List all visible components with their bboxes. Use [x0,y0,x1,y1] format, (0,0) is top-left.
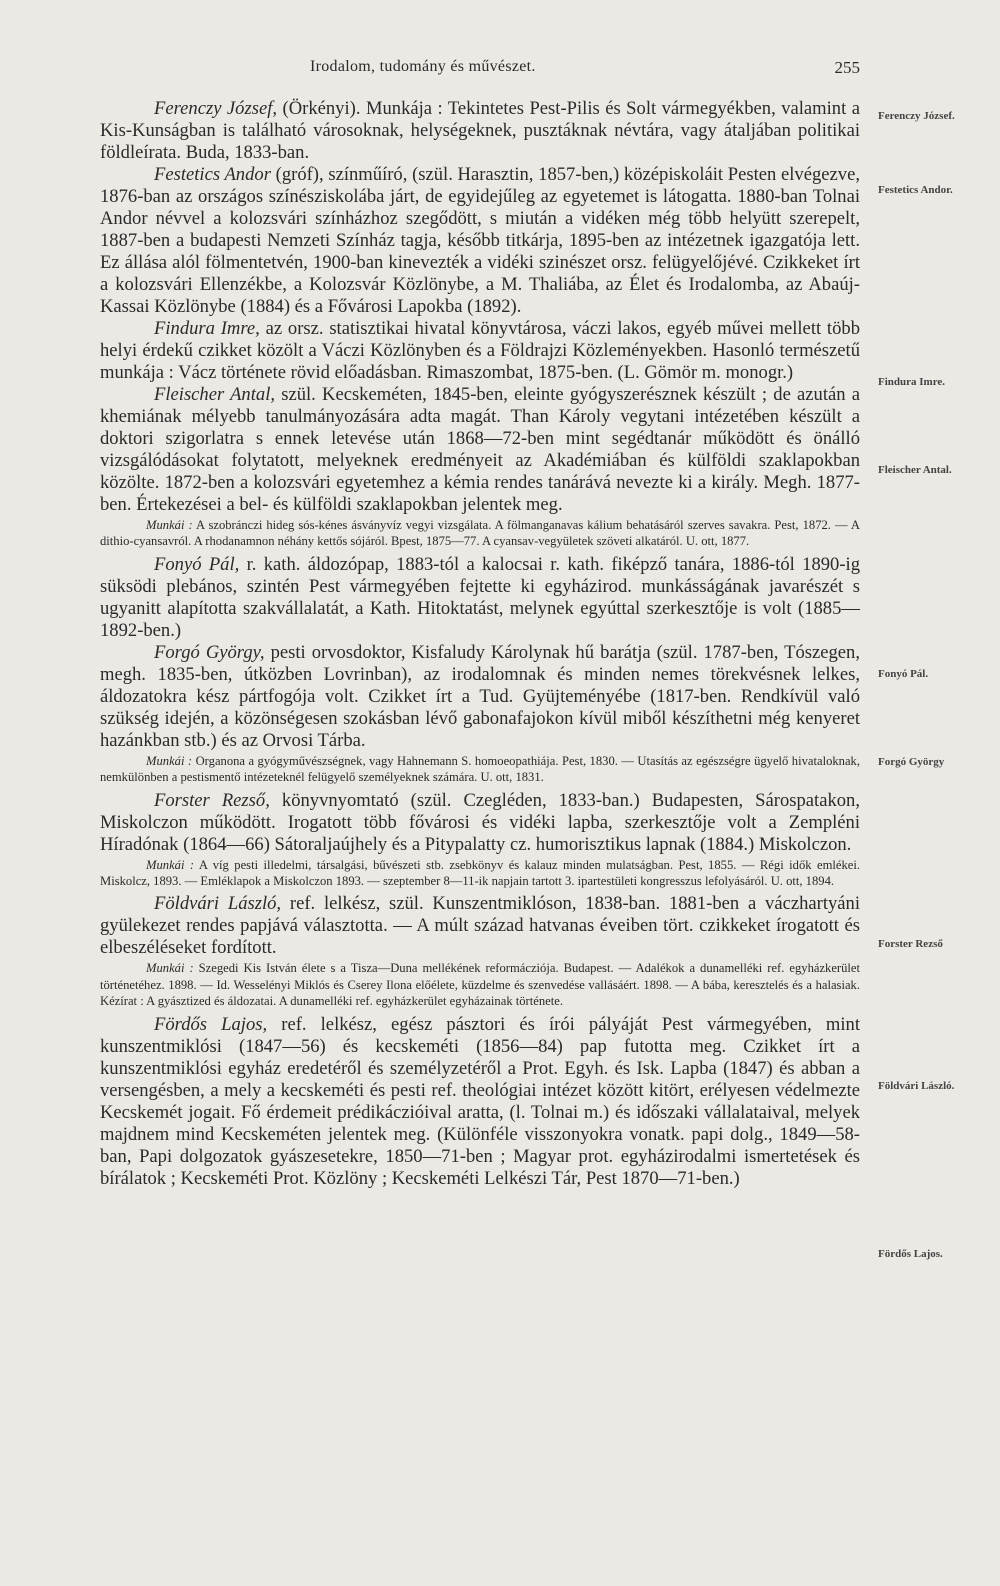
page-number: 255 [834,58,860,77]
entry-name: Fonyó Pál, [154,553,240,575]
entry-name: Fördős Lajos, [154,1013,268,1035]
margin-label: Findura Imre. [878,376,946,388]
margin-label: Fleischer Antal. [878,464,952,476]
running-title: Irodalom, tudomány és művészet. [310,58,536,75]
entry-findura [100,318,860,384]
margin-label: Fördős Lajos. [878,1248,943,1260]
entry-text: Ferenczy József, (Örkényi). Munkája : Tekintetes Pest-Pilis és Solt vármegyékben, valamint a Kis-Kunságban is található városoknak, helységeknek, pusztáknak névtára, vagy átaljában politikai földleírata. Buda, 1833-ban. [100,98,860,163]
entry-works: Munkái : Szegedi Kis István élete s a Tisza—Duna mellékének reformácziója. Budapest. — Adalékok a dunamelléki ref. egyházkerület történetéhez. 1898. — Id. Wesselényi Miklós és Cserey Ilona előélete, küzdelme és szenvedése vallásáért. 1898. — A bába, keresztelés és a halasiak. Kézírat : A gyásztized és áldozatai. A dunamelléki ref. egyházkerület egyházainak története. [100,961,861,1009]
entry-fonyo [100,554,860,642]
entry-works: Munkái : A szobránczi hideg sós-kénes ásványvíz vegyi vizsgálata. A fölmanganavas kálium behatásáról szerves savakra. Pest, 1872. — A dithio-cyansavról. A rhodanamnon néhány kettős sójáról. Bpest, 1875—77. A cyansav-vegyületek szöveti alkatáról. U. ott, 1877. [100,518,861,549]
entry-forster [100,790,860,890]
entry-name: Fleischer Antal, [154,384,276,405]
entry-text: Forster Rezső, könyvnyomtató (szül. Czegléden, 1833-ban.) Budapesten, Sárospatakon, Miskolczon működött. Irogatott több fővárosi és vidéki lapba, szerkesztője volt a Zempléni Híradónak (1864—66) Sátoraljaújhely és a Pitypalatty cz. humorisztikus lapnak (1884.) Miskolczon. [100,789,860,855]
entry-name: Findura Imre, [154,318,260,339]
margin-label: Forgó György [878,756,945,768]
page-body [100,98,860,1190]
entry-text: Forgó György, pesti orvosdoktor, Kisfaludy Károlynak hű barátja (szül. 1787-ben, Tószegen, megh. 1835-ben, útközben Lovrinban), az irodalomnak és minden nemes törekvésnek lelkes, áldozatokra kész pártfogója volt. Czikket írt a Tud. Gyüjteményébe (1817-ben. Rendkívül való szükség idején, a közönségesen szokásban lévő gabonafajokon kívül miből készíthetni még kenyeret hazánkban stb.) és az Orvosi Tárba. [100,641,860,751]
entry-text: Festetics Andor (gróf), színműíró, (szül. Harasztin, 1857-ben,) középiskoláit Pesten elvégezve, 1876-ban az országos színésziskolába járt, de egyidejűleg az egyetemet is látogatta. 1880-ban Tolnai Andor névvel a kolozsvári színházhoz szegődött, s miután a vidéken még több helyütt szerepelt, 1887-ben a budapesti Nemzeti Színház tagja, később titkárja, 1895-ben az intézetnek igazgatója lett. Ez állása alól fölmentetvén, 1900-ban kinevezték a vidéki szinészet orsz. felügyelőjévé. Czikkeket írt a kolozsvári Ellenzékbe, a Kolozsvár Közlönybe, a M. Thaliába, az Élet és Irodalomba, az Abaúj-Kassai Közlönybe (1884) és a Fővárosi Lapokba (1892). [100,164,860,317]
entry-ferenczy [100,98,860,164]
running-header [100,58,860,82]
entry-fordos [100,1014,860,1190]
entry-text: Fördős Lajos, ref. lelkész, egész pásztori és írói pályáját Pest vármegyében, mint kunszentmiklósi (1847—56) és kecskeméti (1856—84) pap futotta meg. Czikket írt a kunszentmiklósi egyház eredetéről és személyzetéről a Prot. Egyh. és Isk. Lapba (1847) és abban a versengésben, a mely a kecskeméti és pesti ref. theológiai intézet között kitört, erélyesen védelmezte Kecskemét jogait. Fő érdemeit prédikáczióival aratta, (l. Tolnai m.) és időszaki vállalataival, melyek majdnem mind Kecskeméten jelentek meg. (Különféle visszonyokra vonatk. papi dolg., 1849—58-ban, Papi dolgozatok gyászesetekre, 1850—71-ben ; Magyar prot. egyházirodalmi ismertetések és bírálatok ; Kecskeméti Prot. Közlöny ; Kecskeméti Lelkészi Tár, Pest 1870—71-ben.) [100,1013,860,1189]
works-label: Munkái : [146,518,193,532]
entry-name: Ferenczy József, [154,98,278,119]
works-label: Munkái : [146,961,194,976]
entry-name: Földvári László, [154,893,282,915]
entry-name: Festetics Andor [154,164,271,185]
entry-forgo [100,642,860,786]
entry-foldvari [100,893,860,1009]
entry-text: Fonyó Pál, r. kath. áldozópap, 1883-tól a kalocsai r. kath. fiképző tanára, 1886-tól 1890-ig süksödi plebános, szintén Pest vármegyében fejtette ki egyházirod. munkásságának javarészét s ugyanitt alapította szakvállalatát, a Kath. Hitoktatást, melynek egyúttal szerkesztője is volt (1885—1892-ben.) [100,553,860,641]
entry-works: Munkái : Organona a gyógyművészségnek, vagy Hahnemann S. homoeopathiája. Pest, 1830. — Utasítás az egészségre ügyelő hivataloknak, nemkülönben a pestismentő intézeteknél felügyelő személyeknek számára. U. ott, 1831. [100,753,860,785]
entry-name: Forster Rezső, [154,789,270,811]
margin-label: Festetics Andor. [878,184,953,196]
entry-text: Findura Imre, az orsz. statisztikai hivatal könyvtárosa, váczi lakos, egyéb művei mellett több helyi érdekű czikket közölt a Váczi Közlönyben és a Földrajzi Közleményekben. Hasonló természetű munkája : Vácz története rövid előadásban. Rimaszombat, 1875-ben. (L. Gömör m. monogr.) [100,318,860,383]
works-label: Munkái : [146,753,193,768]
margin-label: Ferenczy József. [878,110,955,122]
works-label: Munkái : [146,857,195,872]
entry-text: Fleischer Antal, szül. Kecskeméten, 1845-ben, eleinte gyógyszerésznek készült ; de azután a khemiának mélyebb tanulmányozására adta magát. Than Károly vegytani intézetében készült a doktori szigorlatra s ennek letevése után 1868—72-ben mint segédtanár működött és önálló vizsgálódásokat folytatott, melyeknek eredményeit az Akadémiában és külföldi szaklapokban közölte. 1872-ben a kolozsvári egyetemhez a kémia rendes tanárává nevezte ki a király. Megh. 1877-ben. Értekezései a bel- és külföldi szaklapokban jelentek meg. [100,384,860,515]
entry-text: Földvári László, ref. lelkész, szül. Kunszentmiklóson, 1838-ban. 1881-ben a váczhartyáni gyülekezet rendes papjává választotta. — A múlt század hatvanas éveiben tört. czikkeket írogatott és elbeszéléseket fordított. [100,893,860,959]
margin-label: Fonyó Pál. [878,668,929,680]
entry-name: Forgó György, [154,641,265,663]
margin-label: Forster Rezső [878,938,943,950]
margin-label: Földvári László. [878,1080,955,1092]
entry-fleischer [100,384,860,550]
entry-festetics [100,164,860,318]
entry-works: Munkái : A víg pesti illedelmi, társalgási, bűvészeti stb. zsebkönyv és kalauz minden mulatságban. Pest, 1855. — Régi idők emlékei. Miskolcz, 1893. — Emléklapok a Miskolczon 1893. — szeptember 8—11-ik napjain tartott 3. ipartestületi kongresszus lefolyásáról. U. ott, 1894. [100,857,861,889]
